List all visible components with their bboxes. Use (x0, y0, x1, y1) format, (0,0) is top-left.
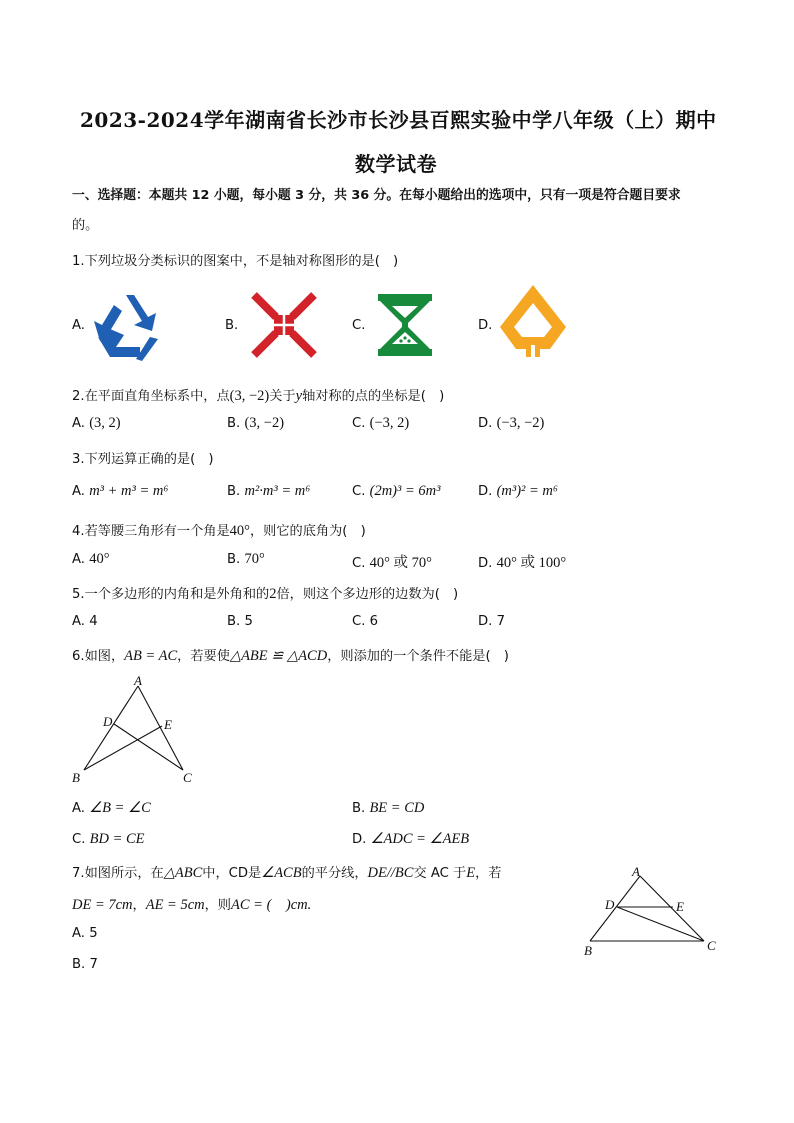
q4-option-c-value: 40° 或 70° (369, 555, 432, 571)
q7-label-b: B (584, 943, 592, 958)
q6-option-b-label: B. (352, 801, 366, 816)
q6-figure (68, 672, 198, 788)
q2-option-a-value: (3, 2) (89, 415, 121, 431)
q6-stem (72, 645, 509, 665)
q2-option-d-label: D. (478, 416, 493, 431)
q5-option-a-value: 4 (89, 614, 98, 629)
q6-label-e: E (164, 717, 172, 732)
q4-option-d-label: D. (478, 556, 493, 571)
q3-option-c-label: C. (352, 484, 366, 499)
q7-stem-d: 交 AC 于 (413, 866, 467, 881)
q1-option-a-label: A. (72, 318, 85, 333)
q7-option-b-label: B. (72, 957, 86, 972)
q3-option-a-label: A. (72, 484, 85, 499)
q4-option-b-label: B. (227, 552, 241, 567)
q7-stem-line2 (72, 893, 311, 914)
q6-option-a (72, 800, 151, 817)
q7-point-e: E (466, 865, 476, 881)
q3-option-b-label: B. (227, 484, 241, 499)
q1-option-b-label: B. (225, 318, 239, 333)
q2-option-c-value: (−3, 2) (369, 415, 410, 431)
q2-point: (3, −2) (229, 388, 270, 404)
q5-option-c-label: C. (352, 614, 366, 629)
q7-stem-e: ，若 (475, 866, 502, 881)
page-title-line2: 数学试卷 (355, 152, 437, 176)
harmful-waste-icon (250, 291, 318, 359)
q7-option-a (72, 926, 98, 941)
q7-ask: AC = ( )cm. (231, 897, 312, 913)
q7-option-b (72, 957, 98, 972)
q1-option-c-label: C. (352, 318, 366, 333)
q6-stem-a: 6.如图， (72, 649, 125, 664)
q7-triangle: △ABC (163, 865, 203, 881)
recycle-icon (90, 291, 162, 363)
q6-option-c-label: C. (72, 832, 86, 847)
q5-option-a-label: A. (72, 614, 85, 629)
q3-stem: 3.下列运算正确的是( ) (72, 452, 214, 467)
q7-label-c: C (707, 938, 716, 953)
q5-option-b-label: B. (227, 614, 241, 629)
q3-option-c-value: (2m)³ = 6m³ (369, 483, 441, 499)
q7-stem-b: 中，CD是 (202, 866, 262, 881)
q5-stem-b: 倍，则这个多边形的边数为( ) (276, 587, 459, 602)
q4-stem-a: 4.若等腰三角形有一个角是 (72, 524, 230, 539)
other-waste-icon (498, 283, 568, 365)
q2-option-b-value: (3, −2) (244, 415, 285, 431)
q6-label-d: D (103, 714, 113, 729)
q7-given-de: DE = 7cm (72, 897, 133, 913)
q5-option-b (227, 614, 253, 629)
q6-option-b-value: BE = CD (369, 800, 425, 816)
q6-option-c-value: BD = CE (89, 831, 145, 847)
q3-option-d-value: (m³)² = m⁶ (496, 483, 558, 499)
q3-option-c (352, 483, 440, 500)
q4-angle: 40° (229, 523, 250, 539)
q6-option-b (352, 800, 424, 817)
q3-option-a-value: m³ + m³ = m⁶ (89, 483, 169, 499)
q7-stem-line1 (72, 862, 501, 882)
q7-given-ae: AE = 5cm (145, 897, 205, 913)
section-header-line2: 的。 (72, 218, 99, 233)
q4-option-b (227, 551, 265, 568)
q4-option-b-value: 70° (244, 551, 265, 567)
q4-option-d (478, 551, 566, 572)
q2-option-c (352, 415, 409, 432)
q2-option-a (72, 415, 121, 432)
q1-option-d-label: D. (478, 318, 493, 333)
q6-option-d-label: D. (352, 832, 367, 847)
q6-option-a-label: A. (72, 801, 85, 816)
q2-stem-b: 关于 (269, 389, 296, 404)
q5-option-d (478, 614, 505, 629)
q4-option-d-value: 40° 或 100° (496, 555, 567, 571)
q7-label-e: E (676, 899, 684, 914)
q5-option-d-value: 7 (496, 614, 505, 629)
q7-stem-c: 的平分线， (301, 866, 368, 881)
q4-option-a-label: A. (72, 552, 85, 567)
q2-axis: y (295, 388, 303, 404)
q5-option-d-label: D. (478, 614, 493, 629)
q5-option-c (352, 614, 378, 629)
q7-angle: ∠ACB (261, 865, 302, 881)
q7-stem-a: 7.如图所示，在 (72, 866, 164, 881)
q1-stem: 1.下列垃圾分类标识的图案中，不是轴对称图形的是( ) (72, 254, 399, 269)
q7-label-a: A (632, 864, 640, 879)
q4-option-c-label: C. (352, 556, 366, 571)
q7-figure (578, 862, 728, 960)
q4-option-a-value: 40° (89, 551, 110, 567)
q6-stem-c: ，则添加的一个条件不能是( ) (327, 649, 509, 664)
q7-option-a-label: A. (72, 926, 85, 941)
q2-stem-a: 2.在平面直角坐标系中，点 (72, 389, 230, 404)
q5-option-a (72, 614, 98, 629)
q7-option-b-value: 7 (89, 957, 98, 972)
q2-option-a-label: A. (72, 416, 85, 431)
q4-stem-b: ，则它的底角为( ) (249, 524, 366, 539)
q6-option-d (352, 831, 469, 848)
q6-label-c: C (183, 770, 192, 785)
kitchen-waste-icon (374, 292, 436, 358)
q5-stem-a: 5.一个多边形的内角和是外角和的 (72, 587, 270, 602)
q7-sep2: ，则 (204, 898, 231, 913)
q7-option-a-value: 5 (89, 926, 98, 941)
q6-option-a-value: ∠B = ∠C (89, 800, 151, 816)
q3-option-b-value: m²·m³ = m⁶ (244, 483, 311, 499)
q5-stem (72, 583, 458, 603)
q6-option-d-value: ∠ADC = ∠AEB (370, 831, 470, 847)
q7-sep1: ， (132, 898, 146, 913)
q3-option-b (227, 483, 310, 500)
q2-option-b-label: B. (227, 416, 241, 431)
q4-stem (72, 520, 366, 540)
q6-option-c (72, 831, 145, 848)
q2-stem-c: 轴对称的点的坐标是( ) (302, 389, 445, 404)
q3-option-d (478, 483, 558, 500)
q7-parallel: DE//BC (367, 865, 414, 881)
section-header-line1: 一、选择题：本题共 12 小题，每小题 3 分，共 36 分。在每小题给出的选项中，只有一项是符合题目要求 (72, 188, 681, 203)
q4-option-c (352, 551, 432, 572)
q6-stem-b: ，若要使 (177, 649, 230, 664)
q5-option-c-value: 6 (369, 614, 378, 629)
q2-option-c-label: C. (352, 416, 366, 431)
q5-option-b-value: 5 (244, 614, 253, 629)
q2-option-d-value: (−3, −2) (496, 415, 545, 431)
q6-label-b: B (72, 770, 80, 785)
q3-option-d-label: D. (478, 484, 493, 499)
q6-condition: AB = AC (124, 648, 178, 664)
q6-label-a: A (134, 673, 142, 688)
q3-option-a (72, 483, 168, 500)
q7-label-d: D (605, 897, 615, 912)
page-title-line1: 2023-2024学年湖南省长沙市长沙县百熙实验中学八年级（上）期中 (80, 108, 717, 132)
q2-option-d (478, 415, 544, 432)
q2-option-b (227, 415, 284, 432)
q2-stem (72, 385, 444, 405)
q6-congruence: △ABE ≌ △ACD (229, 648, 328, 664)
q4-option-a (72, 551, 110, 568)
q5-times: 2 (269, 586, 277, 602)
